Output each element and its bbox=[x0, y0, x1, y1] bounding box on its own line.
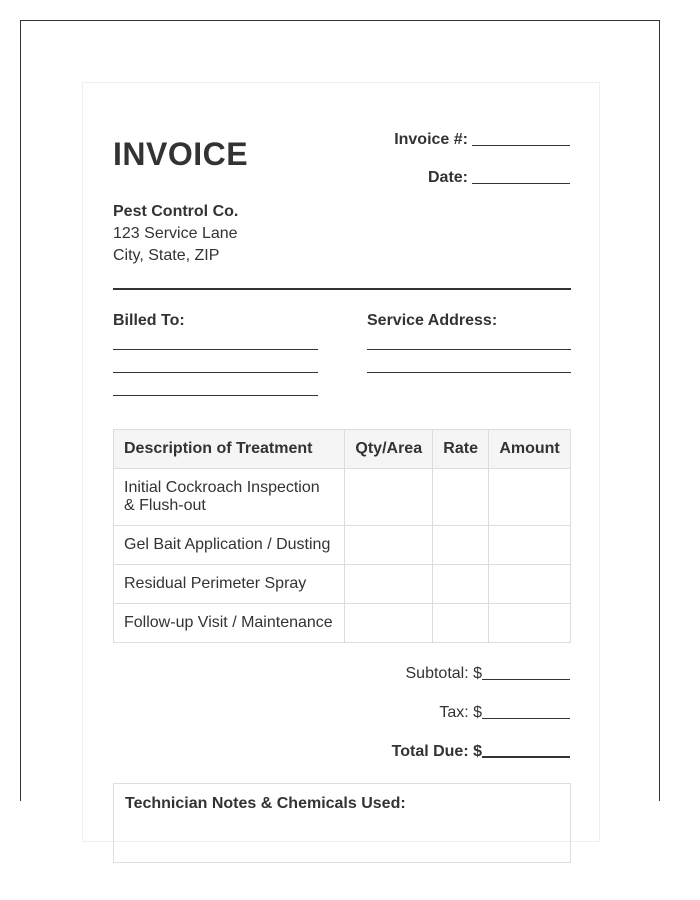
billed-to-line-2[interactable] bbox=[113, 372, 318, 373]
invoice-number-field[interactable] bbox=[472, 131, 570, 146]
invoice-date-field[interactable] bbox=[472, 169, 570, 184]
invoice-sheet bbox=[82, 82, 600, 842]
row-rate-cell[interactable] bbox=[433, 565, 489, 604]
service-address-line-2[interactable] bbox=[367, 372, 571, 373]
header-qty-area: Qty/Area bbox=[345, 430, 433, 469]
billed-to-line-1[interactable] bbox=[113, 349, 318, 350]
invoice-title: INVOICE bbox=[113, 136, 249, 172]
service-address-line-1[interactable] bbox=[367, 349, 571, 350]
header-rate: Rate bbox=[433, 430, 489, 469]
total-due-field[interactable] bbox=[482, 742, 570, 758]
subtotal-row bbox=[406, 665, 571, 683]
total-due-row bbox=[392, 742, 570, 761]
row-qty-cell[interactable] bbox=[345, 526, 433, 565]
tax-field[interactable] bbox=[482, 704, 570, 719]
billed-to-label: Billed To: bbox=[113, 312, 185, 329]
tax-row bbox=[439, 704, 570, 722]
service-address-label: Service Address: bbox=[367, 312, 498, 329]
table-row bbox=[114, 565, 571, 604]
header-divider bbox=[113, 288, 571, 290]
company-name: Pest Control Co. bbox=[113, 203, 239, 220]
row-qty-cell[interactable] bbox=[345, 469, 433, 526]
invoice-number-row bbox=[394, 131, 570, 149]
row-qty-cell[interactable] bbox=[345, 604, 433, 643]
document-frame bbox=[20, 20, 660, 812]
row-rate-cell[interactable] bbox=[433, 469, 489, 526]
row-qty-cell[interactable] bbox=[345, 565, 433, 604]
invoice-date-row bbox=[428, 169, 570, 187]
row-amount-cell[interactable] bbox=[489, 526, 571, 565]
billed-to-line-3[interactable] bbox=[113, 395, 318, 396]
company-address-line2: City, State, ZIP bbox=[113, 247, 220, 264]
treatment-table bbox=[113, 429, 571, 643]
header-description: Description of Treatment bbox=[114, 430, 345, 469]
row-description: Residual Perimeter Spray bbox=[114, 565, 345, 604]
table-row bbox=[114, 469, 571, 526]
table-row bbox=[114, 526, 571, 565]
technician-notes-box[interactable] bbox=[113, 783, 571, 863]
row-description: Gel Bait Application / Dusting bbox=[114, 526, 345, 565]
invoice-number-label: Invoice #: bbox=[394, 131, 468, 148]
row-description: Initial Cockroach Inspection & Flush-out bbox=[114, 469, 345, 526]
row-rate-cell[interactable] bbox=[433, 604, 489, 643]
row-amount-cell[interactable] bbox=[489, 469, 571, 526]
company-address-line1: 123 Service Lane bbox=[113, 225, 238, 242]
header-amount: Amount bbox=[489, 430, 571, 469]
row-description: Follow-up Visit / Maintenance bbox=[114, 604, 345, 643]
subtotal-label: Subtotal: $ bbox=[405, 665, 482, 682]
total-due-label: Total Due: $ bbox=[391, 743, 482, 760]
row-rate-cell[interactable] bbox=[433, 526, 489, 565]
table-row bbox=[114, 604, 571, 643]
technician-notes-label: Technician Notes & Chemicals Used: bbox=[125, 795, 406, 812]
invoice-date-label: Date: bbox=[427, 169, 468, 186]
row-amount-cell[interactable] bbox=[489, 604, 571, 643]
subtotal-field[interactable] bbox=[482, 665, 570, 680]
row-amount-cell[interactable] bbox=[489, 565, 571, 604]
table-header-row bbox=[114, 430, 571, 469]
tax-label: Tax: $ bbox=[439, 704, 482, 721]
